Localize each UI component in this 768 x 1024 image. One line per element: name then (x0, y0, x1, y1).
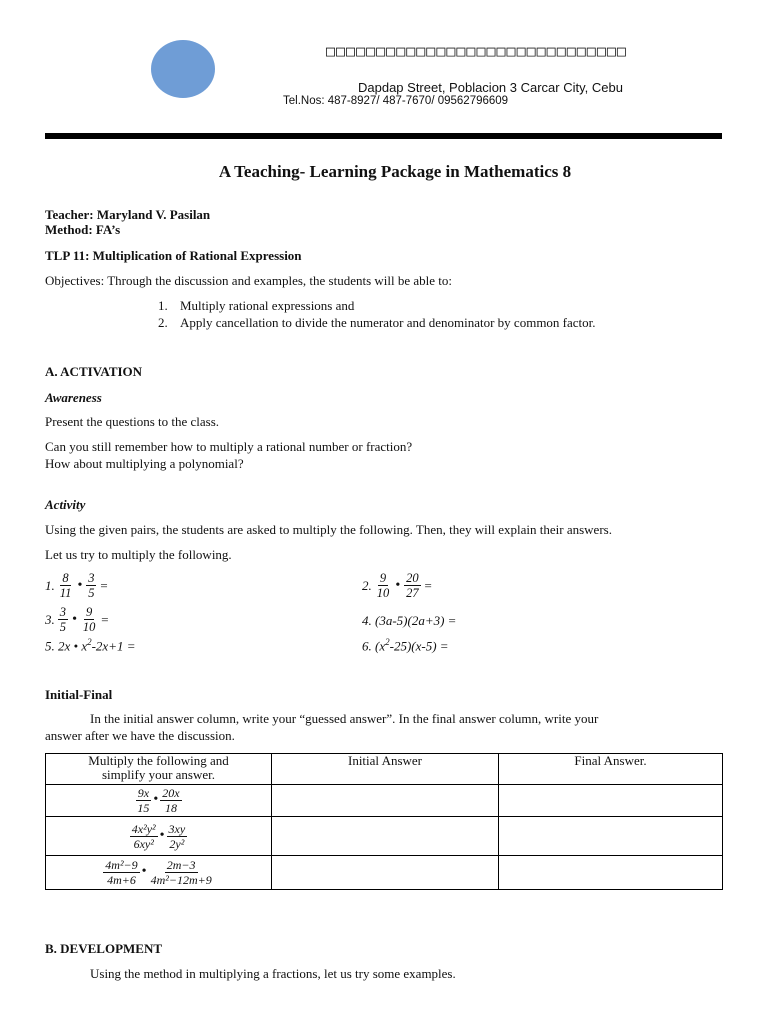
awareness-heading: Awareness (45, 390, 102, 405)
fraction: $\frac{3}{5}$ (88, 571, 95, 600)
fraction: $\frac{\text{4m²−9}}{4m+6}$ (105, 858, 138, 887)
final-answer-cell[interactable] (499, 785, 723, 817)
awareness-text: Present the questions to the class. (45, 414, 220, 429)
problem-cell: $\frac{\text{4m²−9}}{4m+6}$ • $\frac{2m-3}{\text{4m²−12m+9}}$ (46, 856, 272, 890)
exercise-5: 5. 2x • $x^2-2x+1$ = (45, 637, 136, 654)
initial-final-instruction: In the initial answer column, write your “guessed answer”. In the final answer column, write your (90, 711, 599, 726)
fraction: $\frac{9}{10}$ (376, 571, 390, 600)
development-text: Using the method in multiplying a fractions, let us try some examples. (90, 966, 456, 981)
school-name: □□□□□□□□□□□□□□□□□□□□□□□□□□□□□□ (326, 42, 627, 60)
fraction: $\frac{\text{4x²y²}}{\text{6xy²}}$ (131, 821, 156, 851)
exercise-3: 3. $\frac{3}{5}$ • $\frac{9}{10}$ = (45, 605, 110, 634)
table-row (46, 817, 723, 856)
exercise-6: 6. $(x^2-25)(x-5)$ = (362, 637, 449, 654)
fraction: $\frac{2m-3}{\text{4m²−12m+9}}$ (150, 858, 212, 887)
fraction: $\frac{8}{11}$ (59, 571, 72, 600)
fraction: $\frac{9}{10}$ (82, 605, 96, 634)
activity-heading: Activity (45, 497, 86, 512)
header-divider (45, 133, 722, 139)
document-title: A Teaching- Learning Package in Mathematics 8 (218, 162, 572, 181)
initial-answer-cell[interactable] (272, 817, 499, 856)
initial-answer-cell[interactable] (272, 856, 499, 890)
fraction: $\frac{3xy}{\text{2y²}}$ (168, 821, 186, 851)
exercise-1: 1. $\frac{8}{11}$ • $\frac{3}{5}$ = (45, 571, 109, 600)
final-answer-cell[interactable] (499, 817, 723, 856)
teacher-line: Teacher: Maryland V. Pasilan (45, 207, 211, 222)
method-line: Method: FA’s (45, 222, 121, 237)
tlp-line: TLP 11: Multiplication of Rational Expression (45, 248, 302, 263)
objective-item: 1. Multiply rational expressions and (158, 298, 355, 313)
objectives-intro: Objectives: Through the discussion and examples, the students will be able to: (45, 273, 453, 288)
exercise-2: 2. $\frac{9}{10}$ • $\frac{20}{27}$ = (362, 571, 433, 600)
table-row (46, 785, 723, 817)
initial-final-instruction-cont: answer after we have the discussion. (45, 728, 235, 743)
school-telephone: Tel.Nos: 487-8927/ 487-7670/ 09562796609 (283, 95, 509, 107)
column-header-problem: Multiply the following and simplify your answer. (46, 754, 272, 785)
activity-prompt: Let us try to multiply the following. (45, 547, 232, 562)
fraction: $\frac{20}{27}$ (406, 571, 419, 600)
fraction: $\frac{20x}{18}$ (162, 786, 180, 815)
activation-heading: A. ACTIVATION (45, 364, 143, 379)
column-header-final: Final Answer. (499, 754, 723, 785)
exercise-4: 4. (3a-5)(2a+3) = (362, 613, 457, 628)
fraction: $\frac{9x}{15}$ (137, 786, 150, 815)
problem-cell: $\frac{9x}{15}$ • $\frac{20x}{18}$ (46, 785, 272, 817)
question-2: How about multiplying a polynomial? (45, 456, 244, 471)
problem-cell: $\frac{\text{4x²y²}}{\text{6xy²}}$ • $\frac{3xy}{\text{2y²}}$ (46, 817, 272, 856)
initial-final-heading: Initial-Final (45, 687, 113, 702)
development-heading: B. DEVELOPMENT (45, 941, 163, 956)
activity-text: Using the given pairs, the students are asked to multiply the following. Then, they will explain their answers. (45, 522, 612, 537)
question-1: Can you still remember how to multiply a rational number or fraction? (45, 439, 413, 454)
school-address: Dapdap Street, Poblacion 3 Carcar City, Cebu (358, 80, 623, 95)
table-row (46, 856, 723, 890)
fraction: $\frac{3}{5}$ (59, 605, 66, 634)
objective-item: 2. Apply cancellation to divide the numerator and denominator by common factor. (158, 315, 596, 330)
answer-table (45, 753, 723, 890)
final-answer-cell[interactable] (499, 856, 723, 890)
initial-answer-cell[interactable] (272, 785, 499, 817)
school-logo (151, 40, 215, 98)
column-header-initial: Initial Answer (272, 754, 499, 785)
